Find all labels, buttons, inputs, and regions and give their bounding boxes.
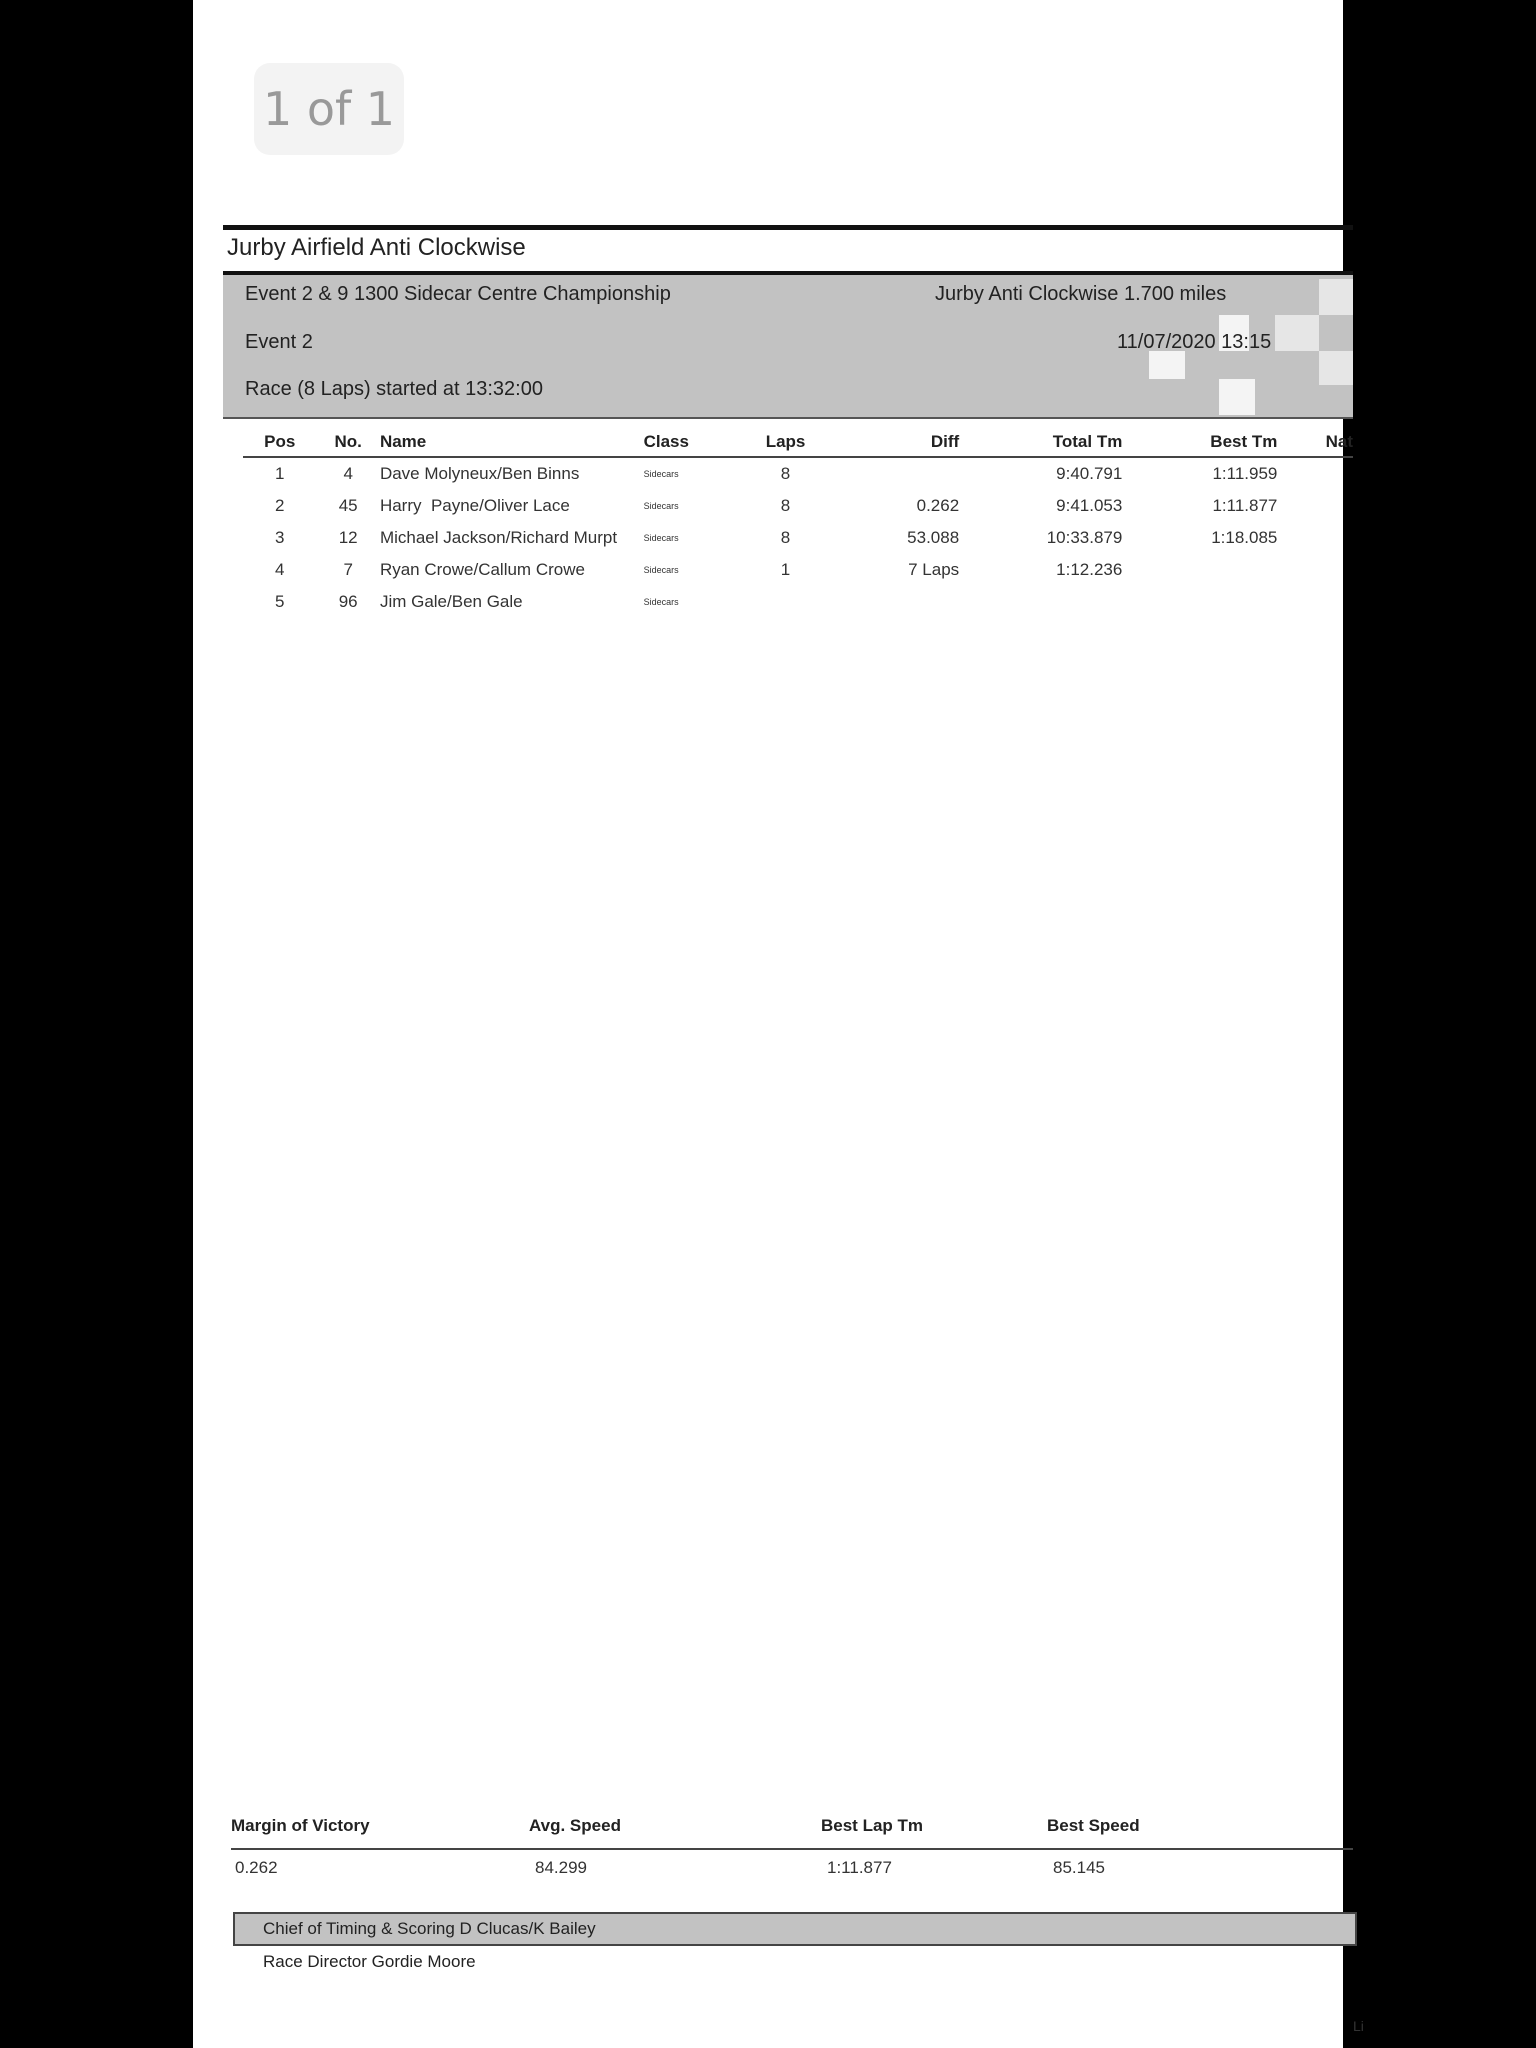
page-corner-text: Li <box>1353 2018 1364 2034</box>
cell-nat <box>1293 554 1353 586</box>
cell-best-time: 1:11.877 <box>1212 496 1278 515</box>
venue-title: Jurby Airfield Anti Clockwise <box>227 234 526 261</box>
chief-of-timing: Chief of Timing & Scoring D Clucas/K Bailey <box>263 1919 596 1938</box>
page-indicator: 1 of 1 <box>254 63 404 155</box>
event-datetime: 11/07/2020 13:15 <box>1117 331 1272 353</box>
cell-diff: 53.088 <box>907 528 960 547</box>
summary-avg-speed-value: 84.299 <box>535 1858 587 1877</box>
cell-class: Sidecars <box>643 501 679 511</box>
event-name: Event 2 <box>245 331 313 353</box>
cell-pos: 3 <box>274 528 285 547</box>
summary-header-best-speed: Best Speed <box>1047 1816 1140 1835</box>
summary-best-lap-value: 1:11.877 <box>827 1858 892 1877</box>
cell-total-time: 1:12.236 <box>1056 560 1123 579</box>
checker-square <box>1219 379 1255 415</box>
table-row <box>243 490 1353 522</box>
cell-no: 4 <box>343 464 353 483</box>
cell-pos: 1 <box>274 464 285 483</box>
cell-pos: 5 <box>274 592 285 611</box>
event-title: Event 2 & 9 1300 Sidecar Centre Championship <box>245 283 671 305</box>
cell-laps: 8 <box>780 464 791 483</box>
summary-header-best-lap: Best Lap Tm <box>821 1816 924 1835</box>
cell-laps <box>721 586 850 618</box>
table-row <box>243 554 1353 586</box>
cell-total-time: 10:33.879 <box>1046 528 1123 547</box>
cell-class: Sidecars <box>643 597 679 607</box>
col-class: Class <box>644 428 722 457</box>
summary-rule <box>231 1848 1353 1850</box>
cell-name: Dave Molyneux/Ben Binns <box>379 464 580 483</box>
cell-pos: 4 <box>274 560 285 579</box>
results-table <box>243 428 1353 618</box>
cell-nat <box>1293 490 1353 522</box>
cell-laps: 8 <box>780 528 791 547</box>
checker-square <box>1275 315 1319 351</box>
summary-header-margin: Margin of Victory <box>231 1816 370 1835</box>
race-info: Race (8 Laps) started at 13:32:00 <box>245 378 543 400</box>
event-header-band <box>223 275 1353 419</box>
summary-best-speed-value: 85.145 <box>1053 1858 1105 1877</box>
circuit-info: Jurby Anti Clockwise 1.700 miles <box>935 283 1227 305</box>
cell-name: Ryan Crowe/Callum Crowe <box>379 560 585 579</box>
table-row <box>243 586 1353 618</box>
cell-no: 7 <box>343 560 353 579</box>
cell-class: Sidecars <box>643 533 679 543</box>
summary-margin-value: 0.262 <box>235 1858 278 1877</box>
cell-no: 45 <box>338 496 358 515</box>
cell-class: Sidecars <box>643 469 679 479</box>
cell-diff: 7 Laps <box>908 560 960 579</box>
cell-best-time: 1:18.085 <box>1211 528 1278 547</box>
cell-no: 12 <box>338 528 358 547</box>
cell-diff: 0.262 <box>916 496 960 515</box>
cell-diff <box>850 457 985 490</box>
checker-square <box>1149 351 1185 379</box>
cell-best-time <box>1140 554 1293 586</box>
cell-nat <box>1293 586 1353 618</box>
col-no: No. <box>316 428 380 457</box>
col-laps: Laps <box>721 428 850 457</box>
cell-class: Sidecars <box>643 565 679 575</box>
cell-name: Michael Jackson/Richard Murpt <box>379 528 618 547</box>
cell-name: Jim Gale/Ben Gale <box>379 592 523 611</box>
cell-best-time <box>1140 586 1293 618</box>
checker-square <box>1319 279 1353 315</box>
top-rule <box>223 225 1353 230</box>
col-pos: Pos <box>243 428 316 457</box>
cell-total-time: 9:40.791 <box>1056 464 1123 483</box>
cell-name: Harry Payne/Oliver Lace <box>379 496 570 515</box>
cell-diff <box>850 586 985 618</box>
col-nat: Nat <box>1293 428 1353 457</box>
col-total-time: Total Tm <box>985 428 1140 457</box>
summary-header-avg-speed: Avg. Speed <box>529 1816 621 1835</box>
cell-nat <box>1293 457 1353 490</box>
checker-square <box>1319 351 1353 385</box>
table-row <box>243 522 1353 554</box>
document-page <box>193 0 1364 2048</box>
cell-best-time: 1:11.959 <box>1212 464 1278 483</box>
cell-nat <box>1293 522 1353 554</box>
cell-total-time: 9:41.053 <box>1056 496 1123 515</box>
col-name: Name <box>380 428 644 457</box>
officials-band <box>233 1912 1357 1946</box>
race-director: Race Director Gordie Moore <box>263 1952 476 1971</box>
cell-laps: 1 <box>780 560 791 579</box>
cell-laps: 8 <box>780 496 791 515</box>
cell-pos: 2 <box>274 496 285 515</box>
table-row <box>243 457 1353 490</box>
col-best-time: Best Tm <box>1140 428 1293 457</box>
cell-total-time <box>985 586 1140 618</box>
cell-no: 96 <box>338 592 358 611</box>
table-header-row <box>243 428 1353 457</box>
col-diff: Diff <box>850 428 985 457</box>
